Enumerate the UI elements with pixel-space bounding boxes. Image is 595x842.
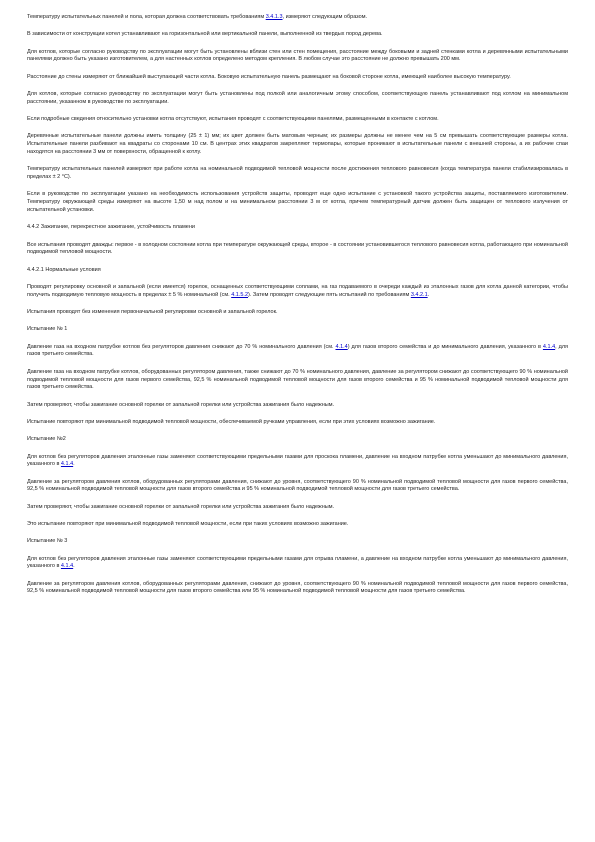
paragraph-text: Для котлов, которые согласно руководству по эксплуатации могут быть установлены вблизи стен или стен помещения, расстояние между боковыми и задней стенками котла и деревянными испытательными панелями должно быть указано изготовителем, а для настенных котлов определено методом крепления. В любом случае это расстояние не должно превышать 200 мм.: [27, 48, 568, 63]
paragraph-text: 4.4.2.1 Нормальные условия: [27, 266, 101, 273]
body-paragraph: [27, 191, 568, 214]
clause-reference-link[interactable]: 4.1.4: [542, 343, 556, 350]
clause-reference-link[interactable]: 4.1.4: [60, 563, 74, 570]
body-paragraph: [27, 581, 568, 597]
body-paragraph: [27, 14, 568, 22]
paragraph-text: Давление газа на входном патрубке котлов без регуляторов давления снижают до 70 % номинального давления (см.: [27, 343, 336, 350]
body-paragraph: [27, 369, 568, 392]
paragraph-text: Испытание №2: [27, 436, 66, 443]
paragraph-text: Для котлов без регуляторов давления эталонные газы заменяют соответствующими предельными газами для отрыва пламени, а давление на входном патрубке котла уменьшают до минимального давления, указанного в: [27, 555, 568, 570]
paragraph-text: Расстояние до стены измеряют от ближайшей выступающей части котла. Боковую испытательную панель размещают на боковой стороне котла, имеющей наиболее высокую температуру.: [27, 73, 511, 80]
paragraph-text: Деревянные испытательные панели должны иметь толщину (25 ± 1) мм; их цвет должен быть матовым черным; их размеры должны не менее чем на 5 см превышать соответствующие размеры котла. Испытательные панели разбивают на квадраты со сторонами 10 см. В центрах этих квадратов закрепляют термопары, которые проникают в испытательные панели с внешней стороны, а их рабочие спаи находятся на расстоянии 3 мм от поверхности, обращенной к котлу.: [27, 133, 568, 155]
paragraph-text: Для котлов, которые согласно руководству по эксплуатации могут быть установлены под полкой или аналогичным этому способом, соответствующую панель устанавливают под котлом на минимальном расстоянии, указанном в руководстве по эксплуатации.: [27, 90, 568, 105]
paragraph-text: .: [73, 461, 75, 468]
paragraph-text: .: [427, 291, 430, 298]
clause-reference-link[interactable]: 4.1.4: [335, 343, 348, 350]
paragraph-text: .: [73, 563, 75, 570]
paragraph-text: Давление газа на входном патрубке котлов, оборудованных регулятором давления, также снижают до 70 % номинального давления, давление за регулятором снижают до соответствующего 90 % номинальной подводимой тепловой мощности для газов первого семейства, 92,5 % номинальной подводимой тепловой мощности для газов второго семейства и 95 % номинальной подводимой тепловой мощности для газов третьего семейства.: [27, 368, 568, 391]
paragraph-text: Если подробные сведения относительно установки котла отсутствуют, испытания проводят с соответствующими панелями, размещенными в контакте с котлом.: [27, 116, 439, 123]
clause-reference-link[interactable]: 4.1.5.2: [231, 291, 249, 298]
paragraph-text: Затем проверяют, чтобы зажигание основной горелки от запальной горелки или устройства зажигания было надежным.: [27, 401, 334, 408]
paragraph-text: ) для газов второго семейства и до минимального давления, указанного в: [347, 343, 543, 350]
paragraph-text: Проводят регулировку основной и запальной (если имеется) горелок, оснащенных соответствующими соплами, на газ подаваемого в очереди каждый из эталонных газов для котла данной категории, чтобы получить подводимую тепловую мощность в пределах ± 5 % номинальной (см.: [27, 283, 568, 298]
body-paragraph: [27, 284, 568, 300]
body-paragraph: [27, 419, 568, 427]
section-heading: [27, 326, 568, 334]
paragraph-text: Давление за регулятором давления котлов, оборудованных регуляторами давления, снижают до уровня, соответствующего 90 % номинальной подводимой тепловой мощности для газов первого семейства, 92,5 % номинальной подводимой тепловой мощности для газов второго семейства или 95 % номинальной подводимой тепловой мощности для газов третьего семейства.: [27, 580, 568, 595]
body-paragraph: [27, 133, 568, 156]
clause-reference-link[interactable]: 3.4.1.3: [265, 14, 283, 20]
body-paragraph: [27, 31, 568, 39]
body-paragraph: [27, 402, 568, 410]
body-paragraph: [27, 556, 568, 572]
section-heading: [27, 224, 568, 232]
paragraph-text: Затем проверяют, чтобы зажигание основной горелки от запальной горелки или устройства зажигания было надежным.: [27, 503, 334, 510]
body-paragraph: [27, 74, 568, 82]
body-paragraph: [27, 309, 568, 317]
paragraph-text: Все испытания проводят дважды: первое - в холодном состоянии котла при температуре окружающей среды, второе - в состоянии установившегося теплового равновесия котла, работающего при номинальной подводимой тепловой мощности.: [27, 241, 568, 256]
paragraph-text: Испытание № 1: [27, 326, 68, 333]
paragraph-text: Испытания проводят без изменения первоначальной регулировки основной и запальной горелок.: [27, 309, 278, 316]
body-paragraph: [27, 91, 568, 107]
body-paragraph: [27, 116, 568, 124]
paragraph-text: Для котлов без регуляторов давления эталонные газы заменяют соответствующими предельными газами для проскока пламени, давление на входном патрубке котла уменьшают до минимального давления, указанного в: [27, 453, 568, 468]
paragraph-text: Температуру испытательных панелей и пола, которая должна соответствовать требованиям: [27, 14, 266, 20]
paragraph-text: Давление за регулятором давления котлов, оборудованных регуляторами давления, снижают до уровня, соответствующего 90 % номинальной подводимой тепловой мощности для газов первого семейства, 92,5 % номинальной подводимой тепловой мощности для газов второго семейства и 95 % номинальной подводимой тепловой мощности для газов третьего семейства.: [27, 478, 568, 493]
paragraph-text: , для газов третьего семейства.: [27, 343, 569, 358]
paragraph-text: ). Затем проводят следующие пять испытаний по требованиям: [248, 291, 411, 298]
body-paragraph: [27, 504, 568, 512]
body-paragraph: [27, 454, 568, 470]
paragraph-text: Испытание № 3: [27, 538, 68, 545]
paragraph-text: Температуру испытательных панелей измеряют при работе котла на номинальной подводимой тепловой мощности после достижения теплового равновесия (когда температура панели стабилизировалась в пределах ± 2 °С).: [27, 166, 568, 181]
body-paragraph: [27, 344, 568, 360]
body-paragraph: [27, 521, 568, 529]
body-paragraph: [27, 166, 568, 182]
body-paragraph: [27, 479, 568, 495]
clause-reference-link[interactable]: 3.4.2.1: [410, 291, 428, 298]
paragraph-text: Испытание повторяют при минимальной подводимой тепловой мощности, обеспечиваемой ручками управления, если при этих условиях возможно зажигание.: [27, 418, 436, 425]
paragraph-text: В зависимости от конструкции котел устанавливают на горизонтальной или вертикальной панели, выполненной из твердых пород дерева.: [27, 31, 383, 38]
section-heading: [27, 267, 568, 275]
section-heading: [27, 436, 568, 444]
section-heading: [27, 538, 568, 546]
paragraph-text: 4.4.2 Зажигание, перекрестное зажигание, устойчивость пламени: [27, 224, 195, 231]
clause-reference-link[interactable]: 4.1.4: [60, 461, 74, 468]
paragraph-text: , измеряют следующим образом.: [282, 14, 368, 20]
paragraph-text: Если в руководстве по эксплуатации указано на необходимость использования устройств защиты, проводят еще одно испытание с установкой такого устройства защиты, поставляемого изготовителем. Температуру окружающей среды измеряют на высоте 1,50 м над полом и на минимальном расстоянии 3 м от котла, причем температурный датчик должен быть защищен от теплового излучения от испытательной установки.: [27, 191, 568, 213]
paragraph-text: Это испытание повторяют при минимальной подводимой тепловой мощности, если при таких условиях возможно зажигание.: [27, 520, 349, 527]
body-paragraph: [27, 49, 568, 65]
body-paragraph: [27, 242, 568, 258]
